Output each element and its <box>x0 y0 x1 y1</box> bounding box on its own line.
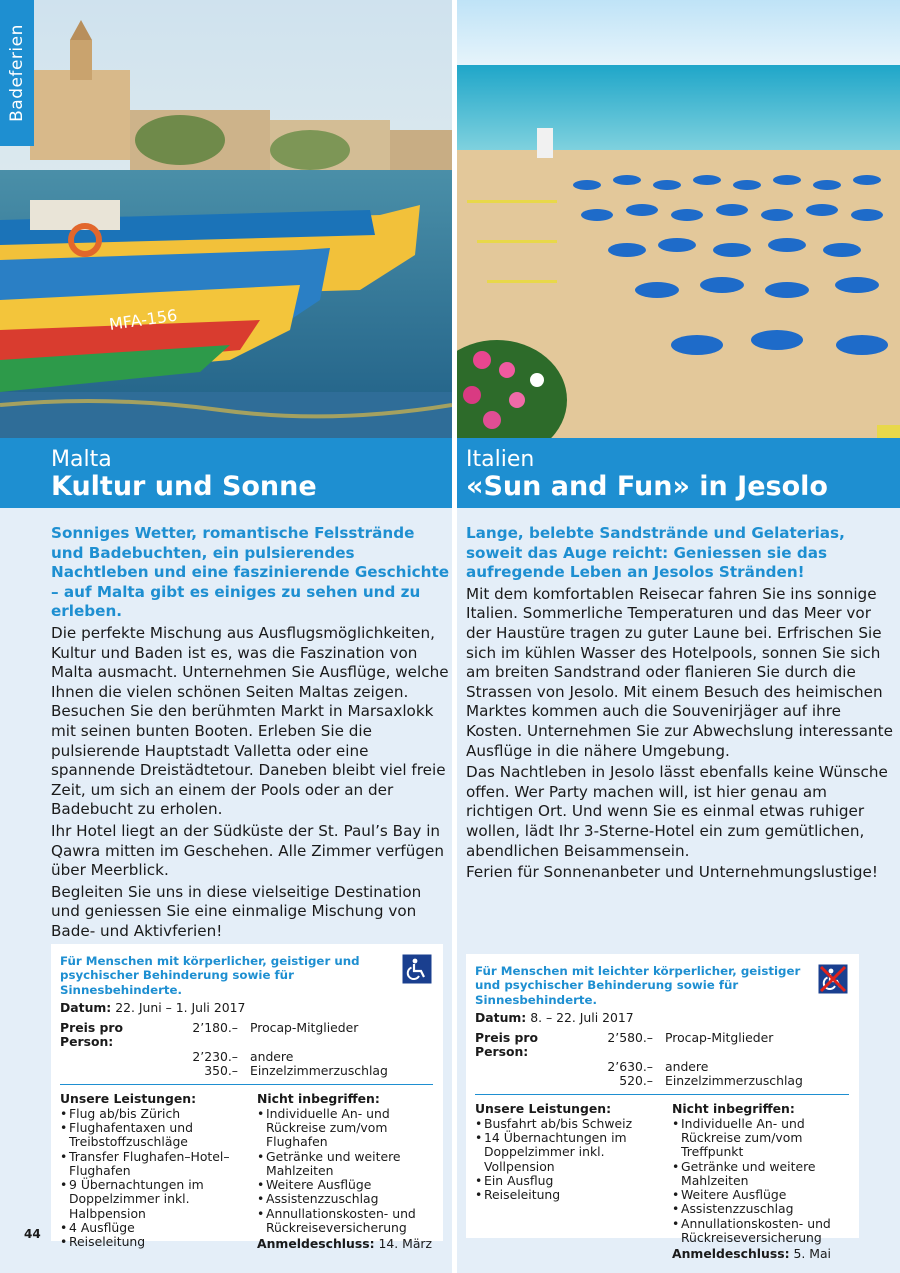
list-item: • Assistenzzuschlag <box>672 1202 849 1216</box>
list-item: • Flughafentaxen und Treibstoffzuschläge <box>60 1121 257 1150</box>
included-list <box>60 1092 257 1251</box>
paragraph: Ferien für Sonnenanbeter und Unternehmungslustige! <box>466 863 878 882</box>
price-desc: Procap-Mitglieder <box>250 1020 359 1036</box>
paragraph: Ihr Hotel liegt an der Südküste der St. Paul’s Bay in Qawra mitten im Geschehen. Alle Zimmer verfügen über Meerblick. <box>51 821 445 880</box>
list-item: • 4 Ausflüge <box>60 1221 257 1235</box>
excluded-list <box>257 1092 433 1251</box>
services-columns <box>60 1092 433 1251</box>
deadline-label: Anmeldeschluss: <box>257 1236 375 1252</box>
excluded-title: Nicht inbegriffen: <box>257 1091 380 1107</box>
svg-text:MFA-156: MFA-156 <box>107 305 179 334</box>
list-item: • 9 Übernachtungen im Doppelzimmer inkl. Halbpension <box>60 1178 257 1221</box>
jesolo-description <box>466 524 896 885</box>
price-desc: Einzelzimmerzuschlag <box>250 1063 388 1079</box>
price-amount: 2’630.– <box>607 1058 653 1074</box>
included-list <box>475 1102 672 1261</box>
services-columns <box>475 1102 849 1261</box>
page-number: 44 <box>24 1227 41 1241</box>
price-desc: andere <box>250 1048 294 1064</box>
price-desc: Einzelzimmerzuschlag <box>665 1073 803 1089</box>
list-item: • Assistenzzuschlag <box>257 1192 433 1206</box>
no-wheelchair-icon <box>818 964 848 994</box>
jesolo-banner <box>457 438 900 508</box>
section-tab-label: Badeferien <box>7 24 27 122</box>
wheelchair-icon <box>402 954 432 984</box>
deadline-label: Anmeldeschluss: <box>672 1246 790 1262</box>
list-item: • Ein Ausflug <box>475 1174 672 1188</box>
date-row <box>475 1011 849 1025</box>
list-item: • 14 Übernachtungen im Doppelzimmer inkl. Vollpension <box>475 1131 672 1174</box>
paragraph: Das Nachtleben in Jesolo lässt ebenfalls keine Wünsche offen. Wer Party machen will, ist hier genau am richtigen Ort. Und wenn Sie es einmal etwas ruhiger wollen, lädt Ihr 3-Sterne-Hotel ein zum gemütlichen, abendlichen Beisammensein. <box>466 763 888 860</box>
malta-info-box <box>51 944 443 1252</box>
price-table <box>60 1021 433 1078</box>
country-label: Malta <box>51 447 112 472</box>
date-label: Datum: <box>475 1009 527 1025</box>
deadline-value: 14. März <box>374 1236 433 1252</box>
target-group: Für Menschen mit körperlicher, geistiger und psychischer Behinderung sowie für Sinnesbehinderte. <box>60 954 360 997</box>
list-item: • Weitere Ausflüge <box>672 1188 849 1202</box>
list-item: • Getränke und weitere Mahlzeiten <box>672 1160 849 1189</box>
jesolo-column <box>457 0 900 1273</box>
jesolo-beach-umbrellas-photo <box>457 0 900 438</box>
list-item: • Annullationskosten- und Rückreiseversicherung <box>672 1217 849 1246</box>
malta-harbour-boats-photo <box>0 0 452 438</box>
trip-title: Kultur und Sonne <box>51 471 317 502</box>
deadline <box>257 1237 433 1251</box>
deadline-value: 5. Mai <box>789 1246 831 1262</box>
list-item: • Reiseleitung <box>60 1235 257 1249</box>
list-item: • Individuelle An- und Rückreise zum/vom Treffpunkt <box>672 1117 849 1160</box>
paragraph: Mit dem komfortablen Reisecar fahren Sie ins sonnige Italien. Sommerliche Temperaturen und das Meer vor der Haustüre tragen zu guter Laune bei. Erfrischen Sie sich im kühlen Wasser des Hotelpools, sonnen Sie sich am breiten Sandstrand oder flanieren Sie durch die Strassen von Jesolo. Mit einem Besuch des heimischen Marktes kommen auch die Souvenirjäger auf ihre Kosten. Unternehmen Sie zur Abwechslung interessante Ausflüge in die nähere Umgebung. <box>466 584 893 760</box>
paragraph: Die perfekte Mischung aus Ausflugsmöglichkeiten, Kultur und Baden ist es, was die Faszination von Malta ausmacht. Unternehmen Sie Ausflüge, welche Ihnen die vielen schönen Seiten Maltas zeigen. Besuchen Sie den berühmten Markt in Marsaxlokk mit seinen bunten Booten. Erleben Sie die pulsierende Hauptstadt Valletta oder eine spannende Dreistädtetour. Daneben bleibt viel freie Zeit, um sich an einem der Pools oder an der Badebucht zu erholen. <box>51 623 449 819</box>
list-item: • Weitere Ausflüge <box>257 1178 433 1192</box>
price-label: Preis pro Person: <box>60 1020 124 1050</box>
list-item: • Flug ab/bis Zürich <box>60 1107 257 1121</box>
malta-description <box>51 524 450 943</box>
price-amount: 520.– <box>619 1073 653 1089</box>
trip-title: «Sun and Fun» in Jesolo <box>466 471 828 502</box>
list-item: • Transfer Flughafen–Hotel–Flughafen <box>60 1150 257 1179</box>
country-label: Italien <box>466 447 535 472</box>
date-value: 8. – 22. Juli 2017 <box>526 1009 634 1025</box>
excluded-list <box>672 1102 849 1261</box>
jesolo-info-box <box>466 954 859 1262</box>
included-title: Unsere Leistungen: <box>60 1091 197 1107</box>
list-item: • Busfahrt ab/bis Schweiz <box>475 1117 672 1131</box>
list-item: • Getränke und weitere Mahlzeiten <box>257 1150 433 1179</box>
deadline <box>672 1247 849 1261</box>
section-tab <box>0 0 34 146</box>
malta-banner <box>0 438 452 508</box>
target-group: Für Menschen mit leichter körperlicher, geistiger und psychischer Behinderung sowie für Sinnesbehinderte. <box>475 964 801 1007</box>
list-item: • Individuelle An- und Rückreise zum/vom Flughafen <box>257 1107 433 1150</box>
price-amount: 2’230.– <box>192 1048 238 1064</box>
price-amount: 350.– <box>204 1063 238 1079</box>
divider-line <box>60 1084 433 1085</box>
price-amount: 2’580.– <box>607 1030 653 1046</box>
excluded-title: Nicht inbegriffen: <box>672 1101 795 1117</box>
date-value: 22. Juni – 1. Juli 2017 <box>111 999 246 1015</box>
price-amount: 2’180.– <box>192 1020 238 1036</box>
price-desc: andere <box>665 1058 709 1074</box>
list-item: • Reiseleitung <box>475 1188 672 1202</box>
lead-paragraph: Sonniges Wetter, romantische Felsstrände und Badebuchten, ein pulsierendes Nachtleben und eine faszinierende Geschichte – auf Malta gibt es einiges zu sehen und zu erleben. <box>51 524 450 621</box>
included-title: Unsere Leistungen: <box>475 1101 612 1117</box>
price-desc: Procap-Mitglieder <box>665 1030 774 1046</box>
price-table <box>475 1031 849 1088</box>
price-label: Preis pro Person: <box>475 1030 539 1060</box>
date-label: Datum: <box>60 999 112 1015</box>
lead-paragraph: Lange, belebte Sandstrände und Gelaterias, soweit das Auge reicht: Geniessen sie das aufregende Leben an Jesolos Stränden! <box>466 524 845 582</box>
list-item: • Annullationskosten- und Rückreiseversicherung <box>257 1207 433 1236</box>
divider-line <box>475 1094 849 1095</box>
paragraph: Begleiten Sie uns in diese vielseitige Destination und geniessen Sie eine einmalige Mischung von Bade- und Aktivferien! <box>51 882 422 940</box>
date-row <box>60 1001 433 1015</box>
